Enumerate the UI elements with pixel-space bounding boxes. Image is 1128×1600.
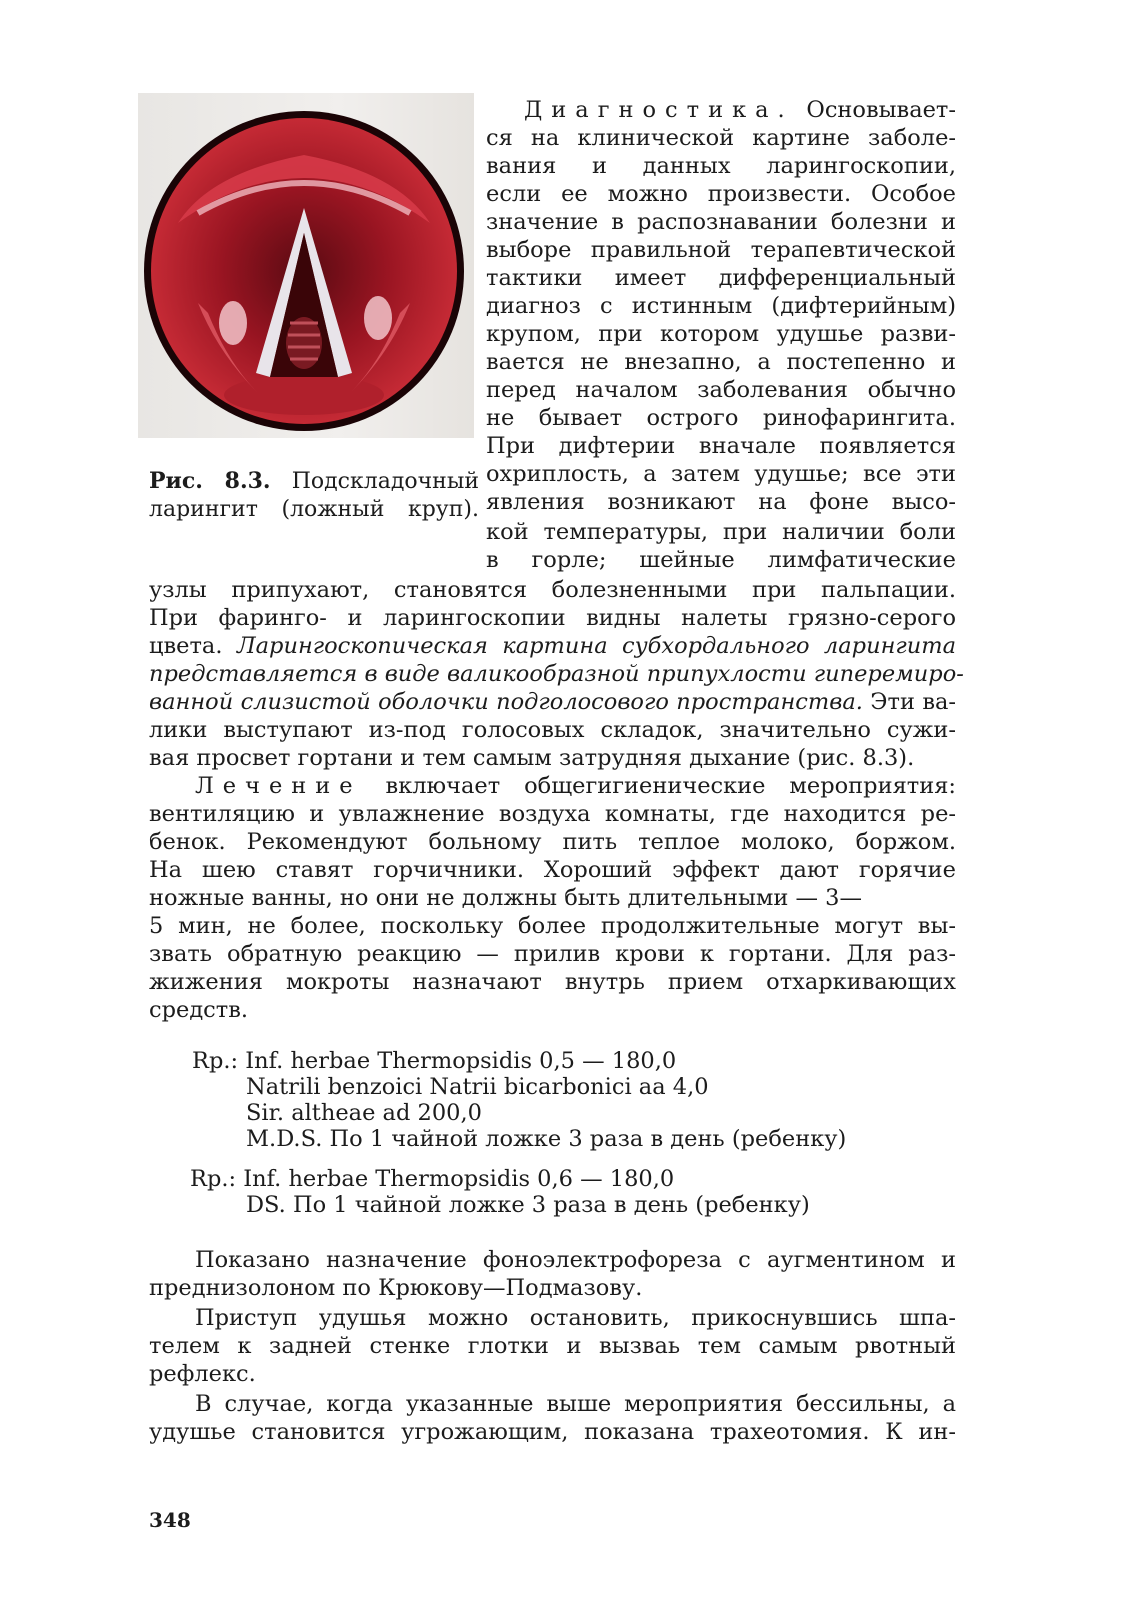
figure-caption-text-2: ларингит (ложный круп).: [149, 497, 479, 522]
prescription-1-line-1: Rp.: Inf. herbae Thermopsidis 0,5 — 180,0: [192, 1048, 677, 1074]
body-line: рефлекс.: [149, 1361, 256, 1387]
body-line: 5 мин, не более, поскольку более продолжительные могут вы-: [149, 913, 956, 939]
body-line: преднизолоном по Крюкову—Подмазову.: [149, 1275, 643, 1301]
body-line: бенок. Рекомендуют больному пить теплое молоко, боржом.: [149, 829, 956, 855]
column-line: явления возникают на фоне высо-: [486, 489, 956, 515]
column-line: не бывает острого ринофарингита.: [486, 405, 956, 431]
body-italic-line: представляется в виде валикообразной припухлости гиперемиро-: [149, 661, 964, 687]
diagnostika-rest: Основывает-: [806, 97, 956, 123]
prescription-2-line-2: DS. По 1 чайной ложке 3 раза в день (ребенку): [246, 1192, 810, 1218]
body-line: жижения мокроты назначают внутрь прием отхаркивающих: [149, 969, 956, 995]
column-line: значение в распознавании болезни и: [486, 209, 956, 235]
lechenie-heading-line: [195, 772, 956, 800]
body-line-cveta: [149, 632, 956, 660]
body-italic-text: ванной слизистой оболочки подголосового пространства.: [149, 689, 863, 715]
figure-caption-label: Рис. 8.3.: [149, 468, 271, 494]
diagnostika-heading-line: [524, 96, 956, 124]
larynx-illustration: [138, 93, 474, 438]
prescription-1-line-3: Sir. altheae ad 200,0: [246, 1100, 482, 1126]
body-text: Эти ва-: [870, 689, 957, 715]
body-line: узлы припухают, становятся болезненными при пальпации.: [149, 577, 956, 603]
column-line: вается не внезапно, а постепенно и: [486, 349, 956, 375]
body-line: На шею ставят горчичники. Хороший эффект дают горячие: [149, 857, 956, 883]
body-italic-text: Ларингоскопическая картина субхордального ларингита: [236, 633, 956, 659]
column-line: если ее можно произвести. Особое: [486, 181, 956, 207]
body-line: звать обратную реакцию — прилив крови к гортани. Для раз-: [149, 941, 956, 967]
lechenie-term: Лечение: [195, 773, 362, 799]
body-line: телем к задней стенке глотки и вызваь тем самым рвотный: [149, 1333, 956, 1359]
prescription-1-line-2: Natrili benzoici Natrii bicarbonici aa 4,0: [246, 1074, 709, 1100]
body-line: Показано назначение фоноэлектрофореза с аугментином и: [195, 1247, 956, 1273]
body-line-vannoj: [149, 688, 956, 716]
column-line: перед началом заболевания обычно: [486, 377, 956, 403]
body-text: цвета.: [149, 633, 223, 659]
body-line: лики выступают из-под голосовых складок, значительно сужи-: [149, 717, 956, 743]
body-line: В случае, когда указанные выше мероприятия бессильны, а: [195, 1391, 956, 1417]
body-line: удушье становится угрожающим, показана трахеотомия. К ин-: [149, 1419, 956, 1445]
column-line: охриплость, а затем удушье; все эти: [486, 461, 956, 487]
body-line: средств.: [149, 997, 249, 1023]
column-line: крупом, при котором удушье разви-: [486, 321, 956, 347]
lechenie-rest: включает общегигиенические мероприятия:: [385, 773, 956, 799]
body-line: Приступ удушья можно остановить, прикоснувшись шпа-: [195, 1305, 956, 1331]
column-line: тактики имеет дифференциальный: [486, 265, 956, 291]
figure-caption: [149, 467, 479, 524]
column-line: выборе правильной терапевтической: [486, 237, 956, 263]
body-line: вая просвет гортани и тем самым затрудняя дыхание (рис. 8.3).: [149, 745, 915, 771]
prescription-2-line-1: Rp.: Inf. herbae Thermopsidis 0,6 — 180,0: [190, 1166, 675, 1192]
column-line: кой температуры, при наличии боли: [486, 519, 956, 545]
column-line: диагноз с истинным (дифтерийным): [486, 293, 956, 319]
column-line: ся на клинической картине заболе-: [486, 125, 956, 151]
body-line: вентиляцию и увлажнение воздуха комнаты, где находится ре-: [149, 801, 956, 827]
page-number: 348: [149, 1508, 191, 1532]
body-line: При фаринго- и ларингоскопии видны налеты грязно-серого: [149, 605, 956, 631]
figure-caption-text-1: Подскладочный: [291, 469, 479, 494]
column-line: При дифтерии вначале появляется: [486, 433, 956, 459]
figure-laryngoscopy-image: [138, 93, 474, 438]
diagnostika-term: Диагностика.: [524, 97, 794, 123]
prescription-1-line-4: M.D.S. По 1 чайной ложке 3 раза в день (ребенку): [246, 1126, 847, 1152]
body-line: ножные ванны, но они не должны быть длительными — 3—: [149, 885, 862, 911]
column-line: вания и данных ларингоскопии,: [486, 153, 956, 179]
column-line: в горле; шейные лимфатические: [486, 547, 956, 573]
